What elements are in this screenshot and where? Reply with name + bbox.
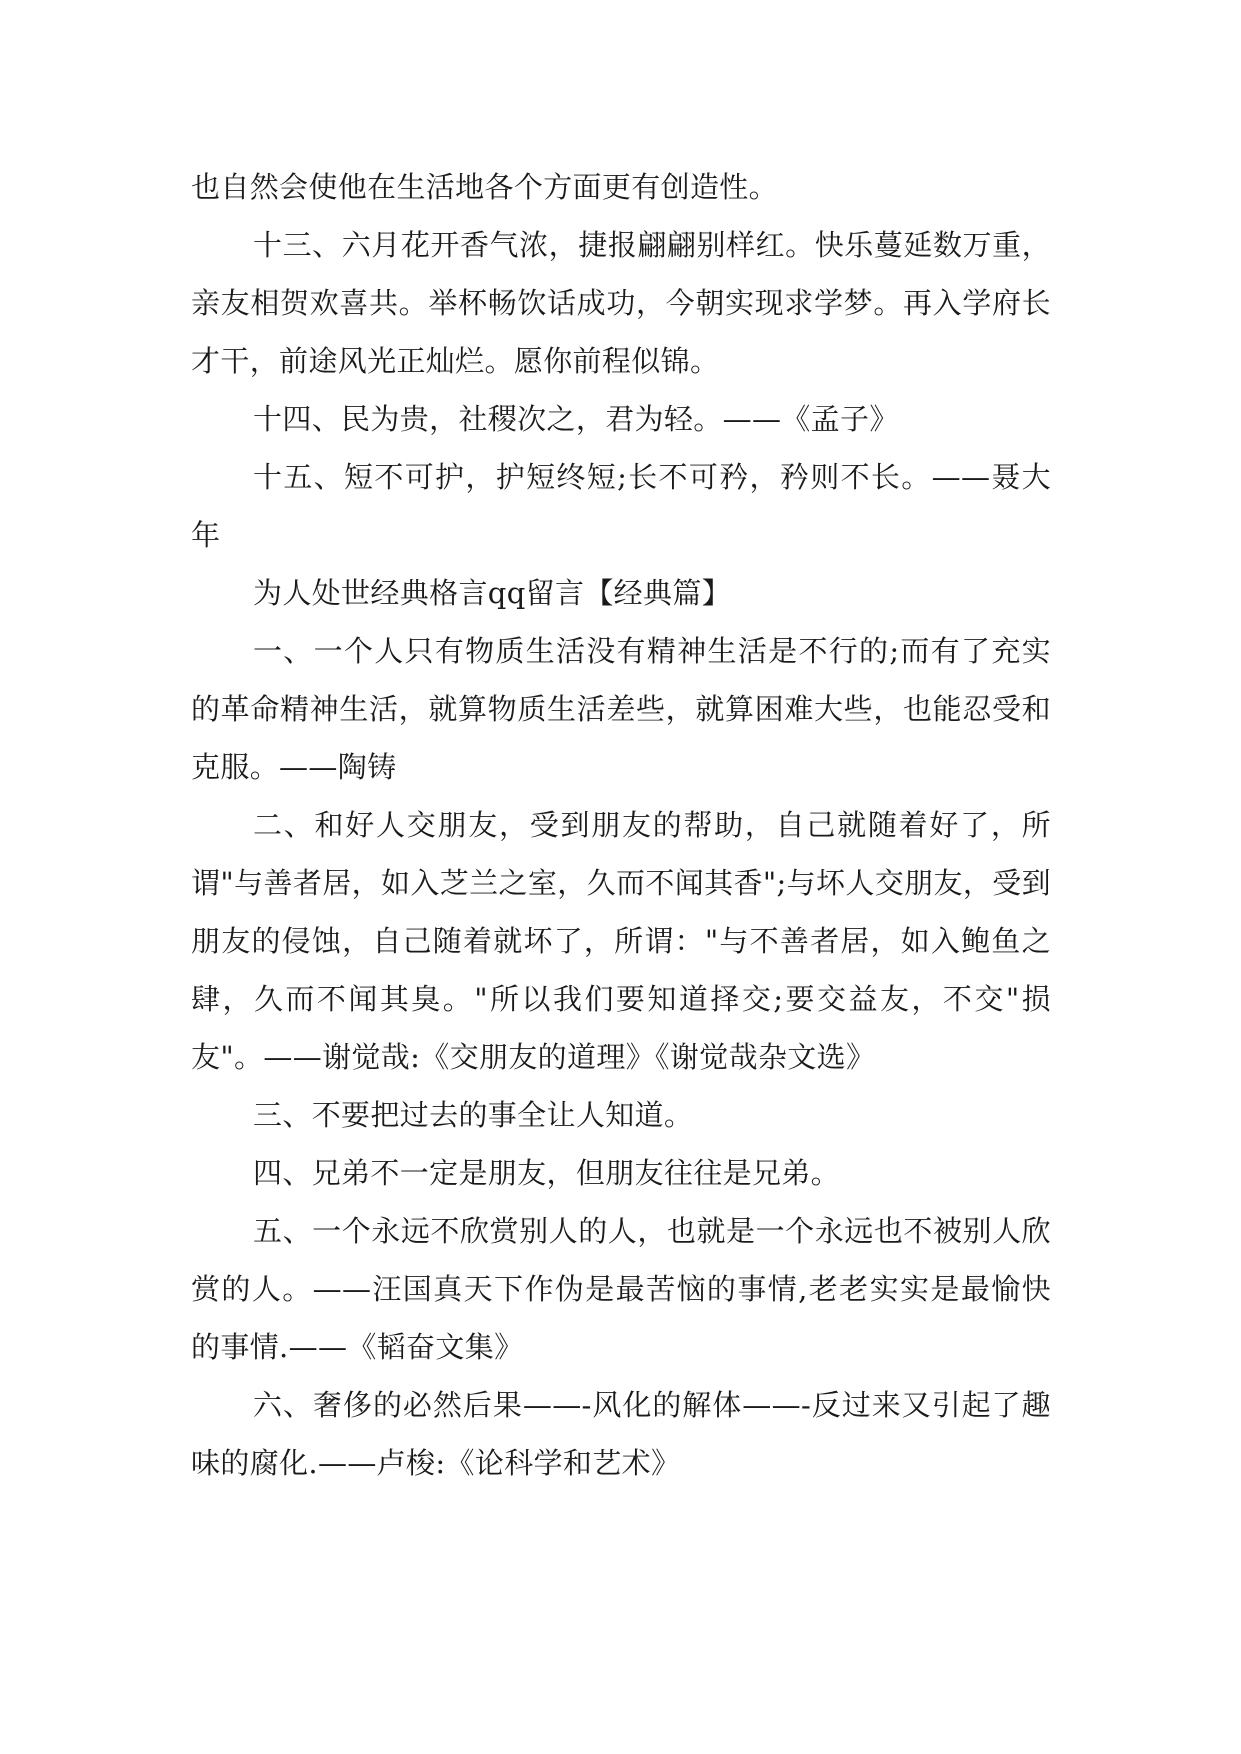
document-body (191, 158, 1051, 1492)
paragraph-1: 一、一个人只有物质生活没有精神生活是不行的;而有了充实的革命精神生活，就算物质生活差些，就算困难大些，也能忍受和克服。——陶铸 (191, 634, 1051, 784)
paragraph-continuation: 也自然会使他在生活地各个方面更有创造性。 (191, 170, 779, 204)
paragraph-4: 四、兄弟不一定是朋友，但朋友往往是兄弟。 (253, 1156, 841, 1190)
paragraph-2: 二、和好人交朋友，受到朋友的帮助，自己就随着好了，所谓"与善者居，如入芝兰之室，久而不闻其香";与坏人交朋友，受到朋友的侵蚀，自己随着就坏了，所谓："与不善者居，如入鲍鱼之肆，久而不闻其臭。"所以我们要知道择交;要交益友，不交"损友"。——谢觉哉:《交朋友的道理》《谢觉哉杂文选》 (191, 808, 1051, 1074)
paragraph-15: 十五、短不可护，护短终短;长不可矜，矜则不长。——聂大年 (191, 460, 1051, 552)
paragraph-5: 五、一个永远不欣赏别人的人，也就是一个永远也不被别人欣赏的人。——汪国真天下作伪是最苦恼的事情,老老实实是最愉快的事情.——《韬奋文集》 (191, 1214, 1051, 1364)
section-heading: 为人处世经典格言qq留言【经典篇】 (253, 576, 732, 610)
paragraph-14: 十四、民为贵，社稷次之，君为轻。——《孟子》 (253, 402, 899, 436)
paragraph-3: 三、不要把过去的事全让人知道。 (253, 1098, 694, 1132)
paragraph-6: 六、奢侈的必然后果——-风化的解体——-反过来又引起了趣味的腐化.——卢梭:《论科学和艺术》 (191, 1388, 1051, 1480)
paragraph-13: 十三、六月花开香气浓，捷报翩翩别样红。快乐蔓延数万重，亲友相贺欢喜共。举杯畅饮话成功，今朝实现求学梦。再入学府长才干，前途风光正灿烂。愿你前程似锦。 (191, 228, 1051, 378)
